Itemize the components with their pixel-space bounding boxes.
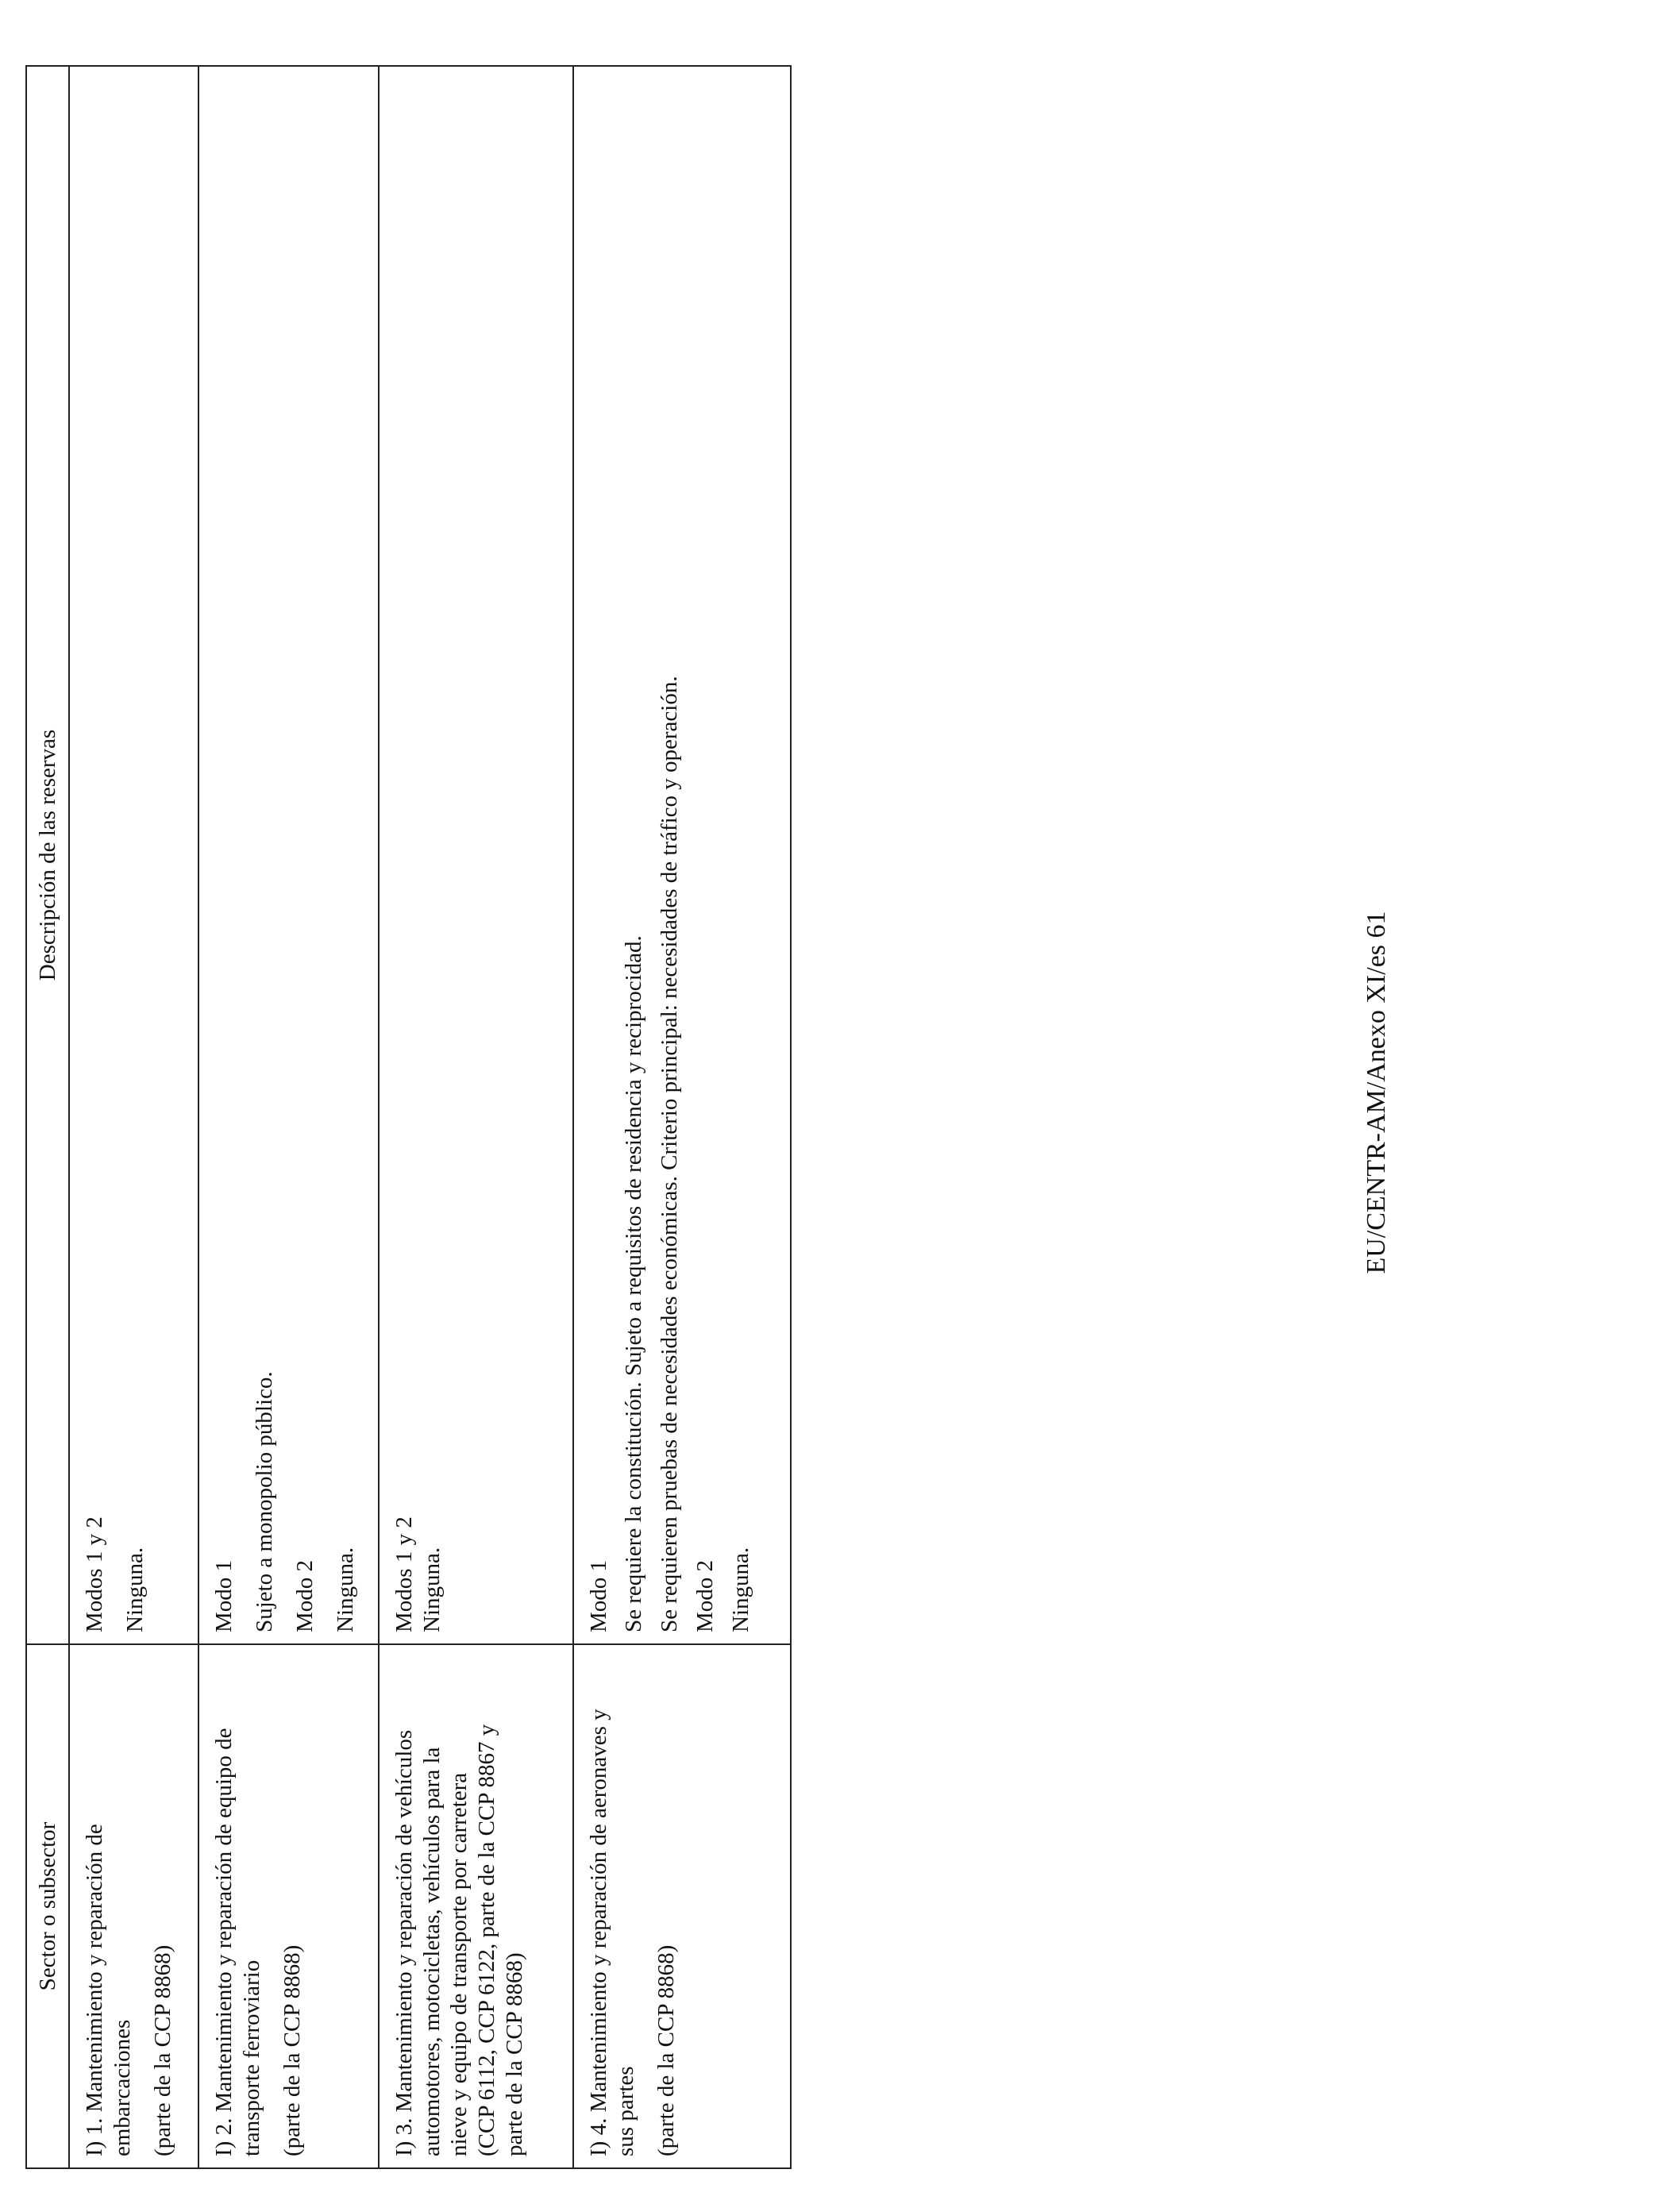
sector-text: nieve y equipo de transporte por carretera <box>446 1772 472 2156</box>
sector-text: automotores, motocicletas, vehículos para la <box>418 1747 445 2156</box>
reservation-text: Ninguna. <box>418 1547 445 1632</box>
description-cell <box>379 66 573 1644</box>
sector-text: I) 2. Mantenimiento y reparación de equipo de <box>211 1728 237 2156</box>
reservation-text: Se requieren pruebas de necesidades económicas. Criterio principal: necesidades de tráfico y operación. <box>657 676 683 1632</box>
sector-reference: (parte de la CCP 8868) <box>653 1944 680 2156</box>
reservation-text: Ninguna. <box>727 1547 753 1632</box>
sector-reference: (parte de la CCP 8868) <box>149 1944 175 2156</box>
table-row <box>573 66 791 2168</box>
mode-label: Modo 2 <box>291 1559 318 1632</box>
table-header-row <box>26 66 69 2168</box>
table-row <box>198 66 378 2168</box>
mode-label: Modos 1 y 2 <box>391 1516 417 1632</box>
description-cell <box>69 66 198 1644</box>
mode-label: Modo 2 <box>692 1559 718 1632</box>
header-description: Descripción de las reservas <box>26 66 69 1644</box>
mode-label: Modos 1 y 2 <box>82 1516 107 1632</box>
reservation-text: Sujeto a monopolio público. <box>252 1371 278 1632</box>
sector-text: embarcaciones <box>109 2019 135 2156</box>
reservation-text: Ninguna. <box>121 1547 148 1632</box>
table-row <box>69 66 198 2168</box>
description-cell <box>573 66 791 1644</box>
sector-text: I) 3. Mantenimiento y reparación de vehículos <box>391 1729 417 2156</box>
sector-cell <box>69 1644 198 2168</box>
mode-label: Modo 1 <box>211 1559 237 1632</box>
document-reference: EU/CENTR-AM/Anexo XI/es 61 <box>1362 911 1391 1274</box>
reservation-text: Se requiere la constitución. Sujeto a requisitos de residencia y reciprocidad. <box>621 935 647 1632</box>
sector-text: I) 4. Mantenimiento y reparación de aeronaves y <box>585 1709 611 2156</box>
sector-cell <box>198 1644 378 2168</box>
sector-text: parte de la CCP 8868) <box>501 1952 527 2156</box>
mode-label: Modo 1 <box>585 1559 611 1632</box>
sector-text: transporte ferroviario <box>239 1959 265 2156</box>
description-cell <box>198 66 378 1644</box>
sector-text: I) 1. Mantenimiento y reparación de <box>82 1824 107 2156</box>
reservation-text: Ninguna. <box>332 1547 358 1632</box>
sector-reference: (parte de la CCP 8868) <box>279 1944 305 2156</box>
sector-cell <box>573 1644 791 2168</box>
table-row <box>379 66 573 2168</box>
reservations-table <box>25 65 792 2169</box>
sector-text: (CCP 6112, CCP 6122, parte de la CCP 8867 y <box>474 1724 500 2156</box>
sector-cell <box>379 1644 573 2168</box>
header-sector: Sector o subsector <box>26 1644 69 2168</box>
sector-text: sus partes <box>613 2066 639 2156</box>
